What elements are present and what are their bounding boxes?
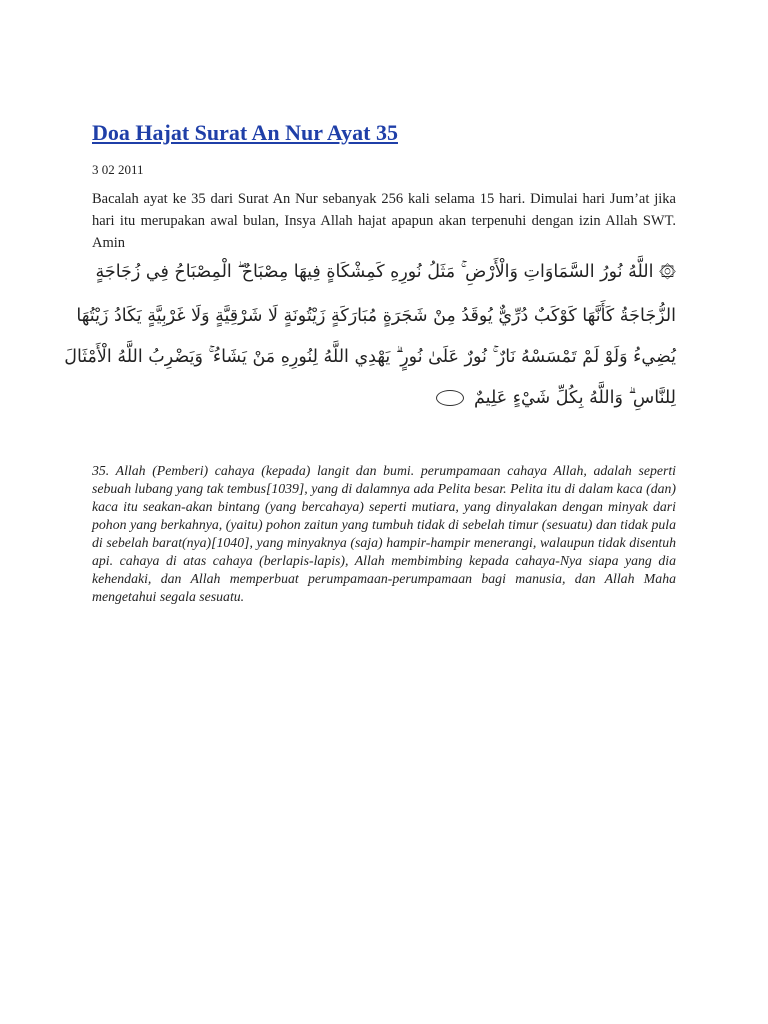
post-date: 3 02 2011 [92,162,144,177]
post-title-link[interactable]: Doa Hajat Surat An Nur Ayat 35 [92,120,398,145]
ayah-end-marker-icon [436,390,464,406]
arabic-verse-image [64,254,676,424]
translation-paragraph: 35. Allah (Pemberi) cahaya (kepada) langit dan bumi. perumpamaan cahaya Allah, adalah seperti sebuah lubang yang tak tembus[1039], yang di dalamnya ada Pelita besar. Pelita itu di dalam kaca (dan) kaca itu seakan-akan bintang (yang bercahaya) seperti mutiara, yang dinyalakan dengan minyak dari pohon yang berkahnya, (yaitu) pohon zaitun yang tumbuh tidak di sebelah timur (sesuatu) dan tidak pula di sebelah barat(nya)[1040], yang minyaknya (saja) hampir-hampir menerangi, walaupun tidak disentuh api. cahaya di atas cahaya (berlapis-lapis), Allah membimbing kepada cahaya-Nya siapa yang dia kehendaki, dan Allah memperbuat perumpamaan-perumpamaan bagi manusia, dan Allah Maha mengetahui segala sesuatu. [92,463,676,604]
arabic-verse-line-1: ۞ اللَّهُ نُورُ السَّمَاوَاتِ وَالْأَرْضِ ۚ مَثَلُ نُورِهِ كَمِشْكَاةٍ فِيهَا مِصْبَاحٌ ۖ الْمِصْبَاحُ فِي زُجَاجَةٍ [95,262,676,282]
arabic-verse-line-4 [392,388,676,408]
arabic-verse-line-4-text: لِلنَّاسِ ۗ وَاللَّهُ بِكُلِّ شَيْءٍ عَلِيمٌ [474,388,676,408]
arabic-verse-line-3: يُضِيءُ وَلَوْ لَمْ تَمْسَسْهُ نَارٌ ۚ نُورٌ عَلَىٰ نُورٍ ۗ يَهْدِي اللَّهُ لِنُورِهِ مَنْ يَشَاءُ ۚ وَيَضْرِبُ اللَّهُ الْأَمْثَالَ [64,347,676,367]
arabic-verse-line-2: الزُّجَاجَةُ كَأَنَّهَا كَوْكَبٌ دُرِّيٌّ يُوقَدُ مِنْ شَجَرَةٍ مُبَارَكَةٍ زَيْتُونَةٍ لَا شَرْقِيَّةٍ وَلَا غَرْبِيَّةٍ يَكَادُ زَيْتُهَا [76,306,676,326]
intro-paragraph: Bacalah ayat ke 35 dari Surat An Nur sebanyak 256 kali selama 15 hari. Dimulai hari Jum’at jika hari itu merupakan awal bulan, Insya Allah hajat apapun akan terpenuhi dengan izin Allah SWT. Amin [92,191,676,251]
